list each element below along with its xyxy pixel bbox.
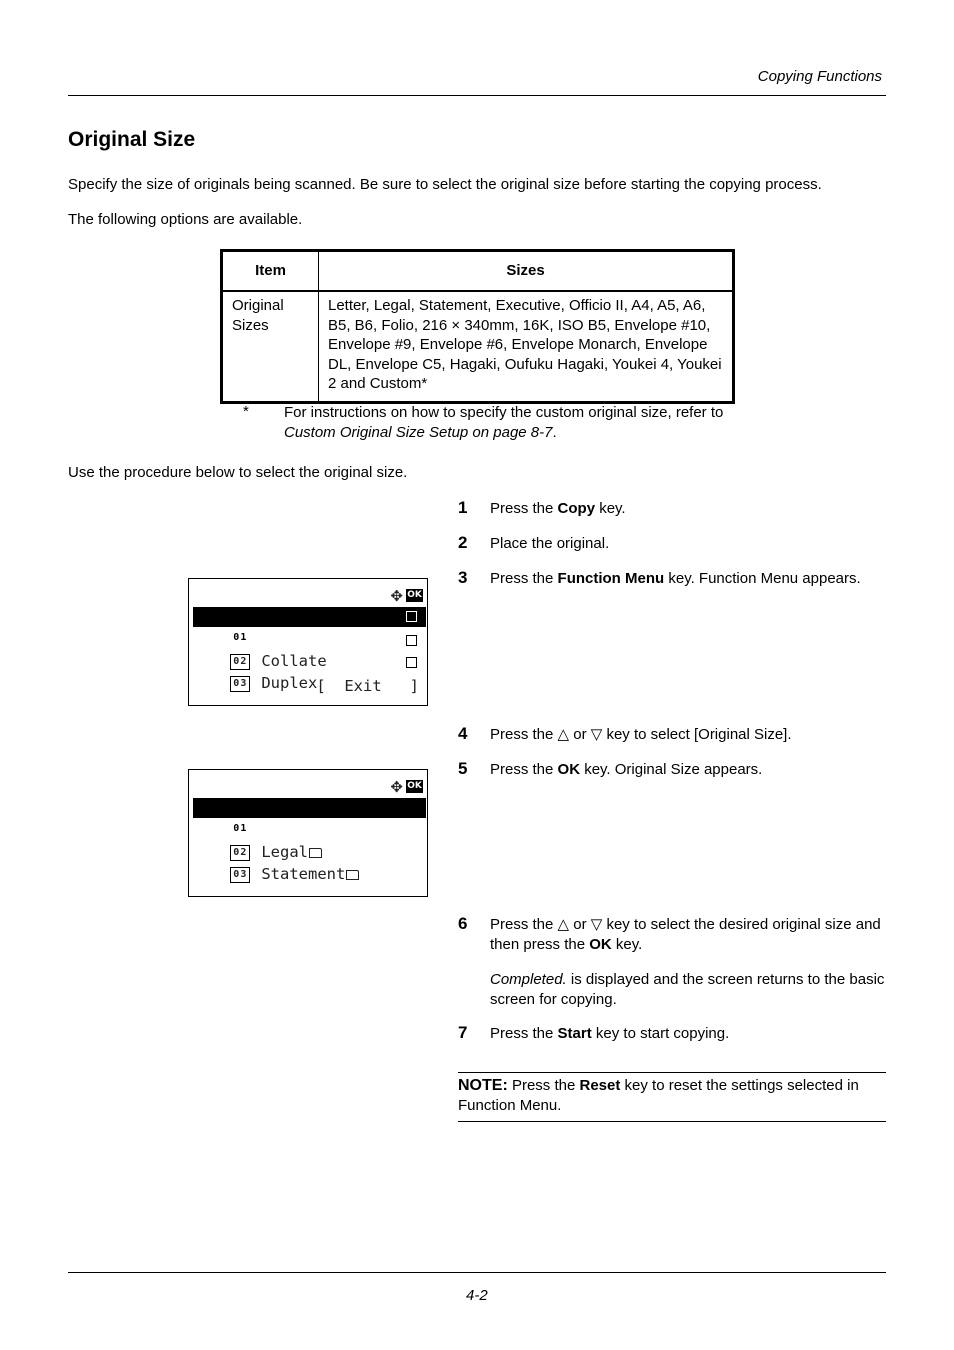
step-6-note: Completed. is displayed and the screen returns to the basic screen for copying.	[490, 971, 885, 1008]
step-text: Press the △ or ▽ key to select the desired original size and then press the OK key.	[490, 916, 881, 953]
header-section-title: Copying Functions	[757, 68, 882, 85]
lcd-menu-label: Statement	[261, 865, 346, 883]
lcd-menu-label: Duplex	[261, 674, 318, 692]
lcd-exit-softkey: [ Exit ]	[316, 677, 419, 695]
lcd-menu-item-selected	[193, 607, 426, 646]
step-text: Press the △ or ▽ key to select [Original Size].	[490, 726, 792, 743]
number-badge-icon: 03	[230, 867, 250, 883]
step-text: Place the original.	[490, 535, 610, 552]
lcd-menu-label: Paper Selection	[261, 628, 402, 646]
table-row	[222, 291, 734, 402]
step-number: 4	[458, 724, 468, 743]
header-rule	[68, 95, 886, 96]
lcd-title-row	[193, 586, 426, 606]
page-title: Original Size	[68, 128, 196, 151]
lcd-menu-item	[193, 631, 426, 670]
lcd-menu-item-selected	[193, 798, 426, 837]
table-header-item: Item	[222, 251, 319, 292]
step-number: 1	[458, 498, 468, 517]
intro-paragraph: Specify the size of originals being scanned. Be sure to select the original size before starting the copying process.	[68, 176, 822, 193]
step-number: 7	[458, 1023, 468, 1042]
original-sizes-table	[220, 249, 735, 404]
checkbox-icon	[406, 635, 417, 646]
table-header-sizes: Sizes	[319, 251, 734, 292]
table-cell-sizes: Letter, Legal, Statement, Executive, Officio II, A4, A5, A6, B5, B6, Folio, 216 × 340mm, 16K, ISO B5, Envelope #10, Envelope #9, Envelope #6, Envelope Monarch, Envelope DL, Envelope C5, Hagaki, Oufuku Hagaki, Youkei 4, Youkei 2 and Custom*	[319, 291, 734, 402]
note-label: NOTE:	[458, 1077, 508, 1094]
ok-key-icon: OK	[407, 590, 422, 600]
procedure-intro: Use the procedure below to select the original size.	[68, 464, 408, 481]
step-text: Press the Start key to start copying.	[490, 1025, 730, 1042]
number-badge-icon: 02	[230, 845, 250, 861]
number-badge-icon: 03	[230, 676, 250, 692]
step-text: Press the OK key. Original Size appears.	[490, 761, 763, 778]
step-number: 5	[458, 759, 468, 778]
checkbox-icon	[406, 611, 417, 622]
footnote-text: For instructions on how to specify the custom original size, refer to Custom Original Size Setup on page 8-7.	[284, 404, 724, 441]
options-intro: The following options are available.	[68, 211, 303, 228]
lcd-function-menu	[188, 578, 428, 706]
portrait-orientation-icon	[346, 870, 359, 880]
page-number: 4-2	[466, 1287, 488, 1304]
lcd-menu-label: Legal	[261, 843, 308, 861]
step-number: 2	[458, 533, 468, 552]
step-text: Press the Function Menu key. Function Menu appears.	[490, 570, 861, 587]
cross-key-icon: ✥	[390, 778, 403, 796]
table-cell-item: Original Sizes	[222, 291, 319, 402]
step-text: Press the Copy key.	[490, 500, 626, 517]
lcd-menu-item	[193, 844, 426, 883]
lcd-title-row	[193, 777, 426, 797]
lcd-original-size	[188, 769, 428, 897]
footnote-reference: Custom Original Size Setup on page 8-7	[284, 424, 553, 441]
note-box	[458, 1072, 886, 1122]
ok-key-icon: OK	[407, 781, 422, 791]
lcd-menu-label: Collate	[261, 652, 327, 670]
checkbox-icon	[406, 657, 417, 668]
number-badge-icon: 01	[230, 630, 250, 646]
number-badge-icon: 02	[230, 654, 250, 670]
number-badge-icon: 01	[230, 821, 250, 837]
step-number: 6	[458, 914, 468, 933]
lcd-menu-label: *Letter	[250, 819, 316, 837]
lcd-menu-item	[193, 822, 426, 861]
step-number: 3	[458, 568, 468, 587]
cross-key-icon: ✥	[390, 587, 403, 605]
note-text: NOTE: Press the Reset key to reset the settings selected in Function Menu.	[458, 1077, 859, 1114]
footnote-marker: *	[243, 403, 249, 420]
footer-rule	[68, 1272, 886, 1273]
